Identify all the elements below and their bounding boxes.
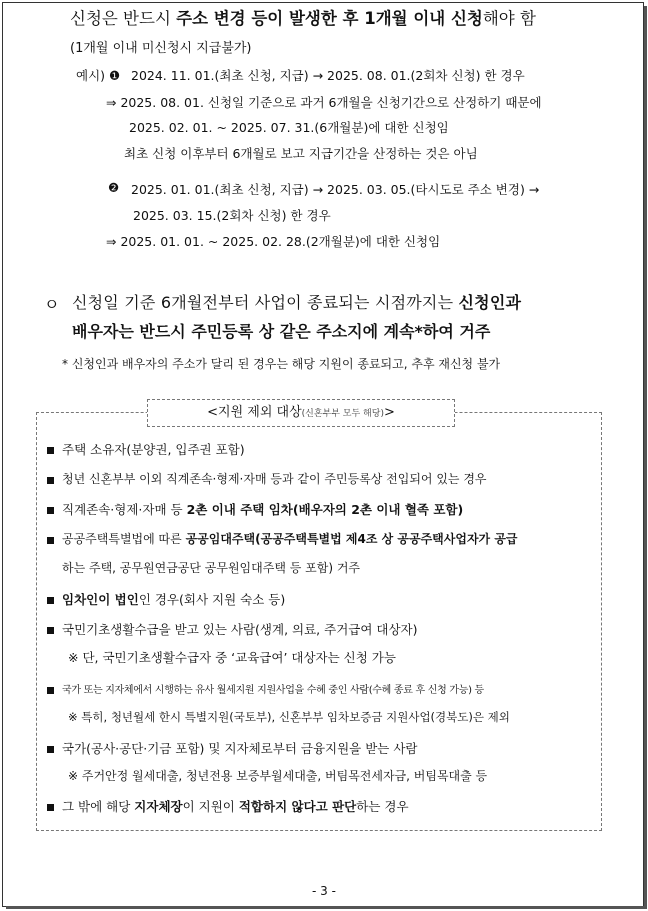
square-bullet-icon xyxy=(47,627,54,634)
square-bullet-icon xyxy=(47,746,54,753)
exclusion-item-9: 그 밖에 해당 지자체장이 지원이 적합하지 않다고 판단하는 경우 xyxy=(62,799,409,814)
square-bullet-icon xyxy=(47,447,54,454)
residency-note: * 신청인과 배우자의 주소가 달리 된 경우는 해당 지원이 종료되고, 추후 재신청 불가 xyxy=(62,357,501,371)
page-shadow-bottom xyxy=(6,906,647,909)
example1-label: 예시) ❶ xyxy=(76,68,121,83)
example1-text: 2024. 11. 01.(최초 신청, 지급) → 2025. 08. 01.(2회차 신청) 한 경우 xyxy=(131,68,525,83)
exclusion-item-4-cont: 하는 주택, 공무원연금공단 공무원임대주택 등 포함) 거주 xyxy=(62,561,361,575)
square-bullet-icon xyxy=(47,477,54,484)
example1-result1: ⇒ 2025. 08. 01. 신청일 기준으로 과거 6개월을 신청기간으로 산정하기 때문에 xyxy=(106,95,542,110)
square-bullet-icon xyxy=(47,507,54,514)
exclusion-item-8-note: ※ 주거안정 월세대출, 청년전용 보증부월세대출, 버팀목전세자금, 버팀목대출 등 xyxy=(68,769,488,783)
square-bullet-icon xyxy=(47,804,54,811)
deadline-line: 신청은 반드시 주소 변경 등이 발생한 후 1개월 이내 신청해야 함 xyxy=(70,9,536,28)
exclusion-item-8: 국가(공사·공단·기금 포함) 및 지자체로부터 금융지원을 받는 사람 xyxy=(62,741,418,756)
exclusion-item-1: 주택 소유자(분양권, 입주권 포함) xyxy=(62,442,245,457)
square-bullet-icon xyxy=(47,597,54,604)
page-number: - 3 - xyxy=(312,884,336,898)
exclusion-box-title: <지원 제외 대상(신혼부부 모두 해당)> xyxy=(147,399,455,427)
circle-bullet-icon: ㅇ xyxy=(44,295,60,314)
example1-result2: 2025. 02. 01. ~ 2025. 07. 31.(6개월분)에 대한 신청임 xyxy=(129,120,449,135)
exclusion-item-6: 국민기초생활수급을 받고 있는 사람(생계, 의료, 주거급여 대상자) xyxy=(62,622,418,637)
square-bullet-icon xyxy=(47,687,54,694)
example2-label: ❷ xyxy=(108,180,120,195)
exclusion-item-5: 임차인이 법인인 경우(회사 지원 숙소 등) xyxy=(62,592,286,607)
example1-result3: 최초 신청 이후부터 6개월로 보고 지급기간을 산정하는 것은 아님 xyxy=(124,146,478,161)
example2-text2: 2025. 03. 15.(2회차 신청) 한 경우 xyxy=(133,208,331,223)
page-shadow-right xyxy=(644,6,647,909)
exclusion-item-7-note: ※ 특히, 청년월세 한시 특별지원(국토부), 신혼부부 임차보증금 지원사업(경북도)은 제외 xyxy=(68,710,510,724)
exclusion-item-3: 직계존속·형제·자매 등 2촌 이내 주택 임차(배우자의 2촌 이내 혈족 포함) xyxy=(62,502,464,517)
exclusion-item-4: 공공주택특별법에 따른 공공임대주택(공공주택특별법 제4조 상 공공주택사업자가 공급 xyxy=(62,532,518,546)
example2-text: 2025. 01. 01.(최초 신청, 지급) → 2025. 03. 05.(타시도로 주소 변경) → xyxy=(131,182,540,197)
exclusion-item-6-note: ※ 단, 국민기초생활수급자 중 ‘교육급여’ 대상자는 신청 가능 xyxy=(68,650,396,665)
residency-line2: 배우자는 반드시 주민등록 상 같은 주소지에 계속*하여 거주 xyxy=(72,322,491,341)
example2-result: ⇒ 2025. 01. 01. ~ 2025. 02. 28.(2개월분)에 대한 신청임 xyxy=(106,234,441,249)
residency-line1: 신청일 기준 6개월전부터 사업이 종료되는 시점까지는 신청인과 xyxy=(72,293,522,312)
exclusion-item-7: 국가 또는 지자체에서 시행하는 유사 월세지원 지원사업을 수혜 중인 사람(수혜 종료 후 신청 가능) 등 xyxy=(62,685,484,696)
deadline-note: (1개월 이내 미신청시 지급불가) xyxy=(70,41,252,56)
exclusion-item-2: 청년 신혼부부 이외 직계존속·형제·자매 등과 같이 주민등록상 전입되어 있는 경우 xyxy=(62,472,487,486)
square-bullet-icon xyxy=(47,537,54,544)
